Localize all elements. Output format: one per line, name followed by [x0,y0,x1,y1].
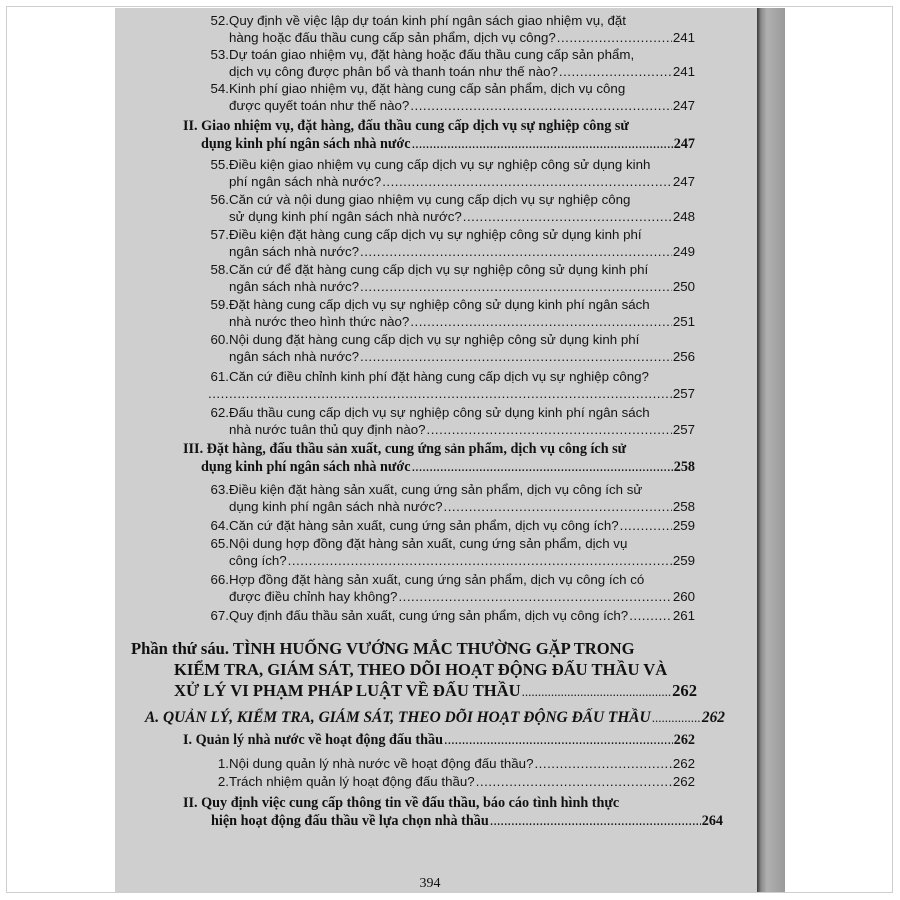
leader-dots [620,517,672,534]
entry-title-line1: Nội dung hợp đồng đặt hàng sản xuất, cung ứng sản phẩm, dịch vụ [229,536,628,551]
toc-entry [207,296,695,330]
section-title-line2: dụng kinh phí ngân sách nhà nước [201,459,411,475]
entry-title-line1: Căn cứ điều chỉnh kinh phí đặt hàng cung cấp dịch vụ sự nghiệp công? [229,369,649,384]
entry-number: 65. [210,536,229,551]
leader-dots [412,135,673,153]
toc-entry [207,261,695,295]
toc-entry [207,46,695,80]
leader-dots [629,607,672,624]
section-title: I. Quản lý nhà nước về hoạt động đấu thầu [183,732,444,748]
entry-title-line1: Quy định về việc lập dự toán kinh phí ngân sách giao nhiệm vụ, đặt [229,13,626,28]
leader-dots [476,773,672,790]
entry-number: 54. [210,81,229,96]
page-ref: 247 [673,136,695,152]
entry-title-line2: ngân sách nhà nước? [229,279,359,294]
page-ref: 247 [672,174,695,189]
entry-title-line2: phí ngân sách nhà nước? [229,174,382,189]
leader-dots [559,63,672,80]
page-ref: 250 [672,279,695,294]
page-ref: 259 [672,553,695,568]
entry-title-line1: Đấu thầu cung cấp dịch vụ sự nghiệp công sử dụng kinh phí ngân sách [229,405,650,420]
leader-dots [444,731,673,749]
entry-title-line1: Dự toán giao nhiệm vụ, đặt hàng hoặc đấu thầu cung cấp sản phẩm, [229,47,635,62]
page-ref: 260 [672,589,695,604]
page-ref: 257 [672,386,695,401]
section-title-line2: dụng kinh phí ngân sách nhà nước [201,136,411,152]
page-ref: 261 [672,608,695,623]
toc-section-heading [183,440,695,476]
entry-number: 63. [210,482,229,497]
page-ref: 262 [673,732,695,748]
part-title-line1: TÌNH HUỐNG VƯỚNG MẮC THƯỜNG GẶP TRONG [232,639,635,658]
toc-entry [207,773,695,790]
page-ref: 258 [672,499,695,514]
leader-dots [652,708,701,727]
leader-dots [427,421,672,438]
entry-title-line1: Nội dung đặt hàng cung cấp dịch vụ sự nghiệp công sử dụng kinh phí [229,332,640,347]
entry-title-line1: Điều kiện đặt hàng sản xuất, cung ứng sản phẩm, dịch vụ công ích sử [229,482,643,497]
toc-part-heading [131,638,697,702]
toc-section-heading [183,117,695,153]
leader-dots [360,348,672,365]
page-ref: 257 [672,422,695,437]
section-title-line1: II. Quy định việc cung cấp thông tin về đấu thầu, báo cáo tình hình thực [183,795,620,811]
entry-title-line2: dịch vụ công được phân bổ và thanh toán như thế nào? [229,64,558,79]
toc-entry [207,331,695,365]
page-ref: 262 [672,756,695,771]
leader-dots [360,243,672,260]
entry-number: 55. [210,157,229,172]
leader-dots [288,552,672,569]
page-ref: 259 [672,518,695,533]
toc-section-heading [183,731,695,749]
toc-section-heading [183,794,723,830]
entry-title-line2: nhà nước theo hình thức nào? [229,314,410,329]
entry-number: 1. [217,756,229,771]
toc-entry [207,517,695,534]
part-title-line2: KIỂM TRA, GIÁM SÁT, THEO DÕI HOẠT ĐỘNG ĐẤU THẦU VÀ [174,660,668,679]
page-number: 394 [419,876,441,891]
entry-number: 57. [210,227,229,242]
entry-title-line1: Căn cứ và nội dung giao nhiệm vụ cung cấp dịch vụ sự nghiệp công [229,192,631,207]
subsection-title: A. QUẢN LÝ, KIỂM TRA, GIÁM SÁT, THEO DÕI HOẠT ĐỘNG ĐẤU THẦU [145,709,651,726]
leader-dots [360,278,672,295]
leader-dots [410,313,672,330]
page-ref: 247 [672,98,695,113]
leader-dots [522,681,671,702]
toc-subsection-heading [145,708,725,727]
entry-number: 52. [210,13,229,28]
entry-number: 67. [210,608,229,623]
entry-title-line1: Căn cứ đặt hàng sản xuất, cung ứng sản phẩm, dịch vụ công ích? [229,518,619,533]
toc-entry [207,481,695,515]
entry-title-line2: ngân sách nhà nước? [229,349,359,364]
leader-dots [534,755,671,772]
page-ref: 262 [701,709,725,726]
entry-title-line1: Trách nhiệm quản lý hoạt động đấu thầu? [229,774,475,789]
entry-title-line1: Điều kiện đặt hàng cung cấp dịch vụ sự nghiệp công sử dụng kinh phí [229,227,642,242]
toc-entry [207,535,695,569]
entry-title-line2: được quyết toán như thế nào? [229,98,410,113]
toc-entry [207,755,695,772]
page-ref: 264 [701,813,723,829]
leader-dots [557,29,672,46]
leader-dots [382,173,672,190]
page-ref: 262 [672,681,697,700]
entry-title-line1: Hợp đồng đặt hàng sản xuất, cung ứng sản phẩm, dịch vụ công ích có [229,572,645,587]
entry-title-line2: công ích? [229,553,287,568]
toc-entry [207,404,695,438]
entry-number: 60. [210,332,229,347]
entry-title-line1: Đặt hàng cung cấp dịch vụ sự nghiệp công sử dụng kinh phí ngân sách [229,297,650,312]
entry-title-line2: dụng kinh phí ngân sách nhà nước? [229,499,443,514]
page-edge-shadow [757,8,785,892]
section-title-line1: III. Đặt hàng, đấu thầu sản xuất, cung ứng sản phẩm, dịch vụ công ích sử [183,441,627,457]
entry-title-line1: Căn cứ để đặt hàng cung cấp dịch vụ sự nghiệp công sử dụng kinh phí [229,262,649,277]
toc-entry [207,368,695,402]
page-ref: 249 [672,244,695,259]
toc-entry [207,156,695,190]
entry-title-line1: Nội dung quản lý nhà nước về hoạt động đấu thầu? [229,756,534,771]
entry-title-line2: nhà nước tuân thủ quy định nào? [229,422,426,437]
page-ref: 248 [672,209,695,224]
leader-dots [463,208,672,225]
page-ref: 241 [672,64,695,79]
page-ref: 241 [672,30,695,45]
page-ref: 256 [672,349,695,364]
page-ref: 262 [672,774,695,789]
part-title-line3: XỬ LÝ VI PHẠM PHÁP LUẬT VỀ ĐẤU THẦU [174,681,521,700]
entry-number: 53. [210,47,229,62]
section-title-line2: hiện hoạt động đấu thầu về lựa chọn nhà thầu [211,813,489,829]
leader-dots [490,812,701,830]
toc-entry [207,80,695,114]
entry-title-line1: Kinh phí giao nhiệm vụ, đặt hàng cung cấp sản phẩm, dịch vụ công [229,81,626,96]
entry-title-line1: Quy định đấu thầu sản xuất, cung ứng sản phẩm, dịch vụ công ích? [229,608,629,623]
entry-title-line1: Điều kiện giao nhiệm vụ cung cấp dịch vụ sự nghiệp công sử dụng kinh [229,157,651,172]
entry-title-line2: sử dụng kinh phí ngân sách nhà nước? [229,209,462,224]
entry-number: 62. [210,405,229,420]
toc-entry [207,12,695,46]
entry-number: 2. [217,774,229,789]
leader-dots [398,588,671,605]
page-ref: 258 [673,459,695,475]
entry-number: 56. [210,192,229,207]
entry-title-line2: hàng hoặc đấu thầu cung cấp sản phẩm, dịch vụ công? [229,30,556,45]
toc-entry [207,607,695,624]
entry-number: 59. [210,297,229,312]
entry-number: 58. [210,262,229,277]
leader-dots [444,498,672,515]
leader-dots [410,97,672,114]
toc-entry [207,226,695,260]
entry-number: 64. [210,518,229,533]
entry-number: 66. [210,572,229,587]
toc-entry [207,571,695,605]
page-ref: 251 [672,314,695,329]
leader-dots [208,385,672,402]
toc-entry [207,191,695,225]
entry-number: 61. [210,369,229,384]
entry-title-line2: ngân sách nhà nước? [229,244,359,259]
section-title-line1: II. Giao nhiệm vụ, đặt hàng, đấu thầu cung cấp dịch vụ sự nghiệp công sử [183,118,629,134]
entry-title-line2: được điều chỉnh hay không? [229,589,398,604]
leader-dots [412,458,673,476]
part-lead: Phần thứ sáu. [131,639,230,658]
